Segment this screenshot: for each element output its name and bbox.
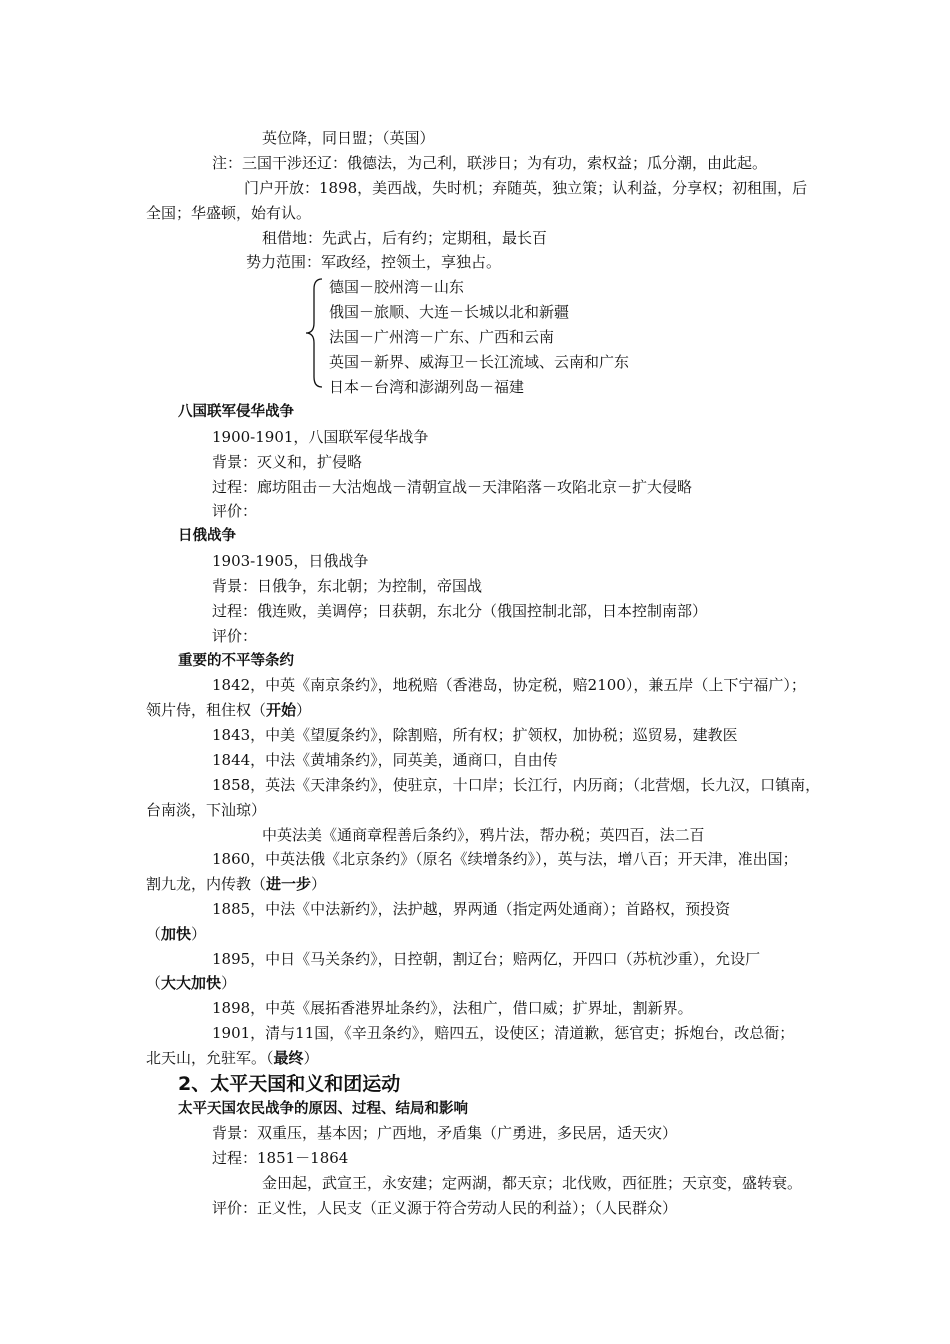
text-span: 北天山，允驻军。（ bbox=[146, 1049, 274, 1067]
text-line: 评价：正义性，人民支（正义源于符合劳动人民的利益）；（人民群众） bbox=[212, 1199, 678, 1217]
text-line: 背景：日俄争，东北朝；为控制，帝国战 bbox=[212, 577, 483, 595]
text-line: 1860，中英法俄《北京条约》（原名《续增条约》），英与法，增八百；开天津，准出国； bbox=[212, 850, 798, 868]
text-line: 租借地：先武占，后有约；定期租，最长百 bbox=[262, 229, 548, 247]
text-line: 全国；华盛顿，始有认。 bbox=[146, 204, 312, 222]
text-line: 金田起，武宣王，永安建；定两湖，都天京；北伐败，西征胜；天京变，盛转衰。 bbox=[262, 1174, 803, 1192]
text-line bbox=[146, 973, 236, 993]
sphere-item: 法国－广州湾－广东、广西和云南 bbox=[329, 328, 555, 346]
text-span: （ bbox=[146, 974, 162, 992]
heading: 八国联军侵华战争 bbox=[178, 404, 294, 420]
text-span: 割九龙，内传教（ bbox=[146, 875, 267, 893]
text-span: ） bbox=[311, 875, 327, 893]
text-line: 台南淡，下汕琼） bbox=[146, 801, 267, 819]
text-line: 1903-1905，日俄战争 bbox=[212, 552, 369, 570]
text-line: 门户开放：1898，美西战，失时机；弃随英，独立策；认利益，分享权；初租围，后 bbox=[244, 179, 808, 197]
text-span: ） bbox=[303, 1049, 319, 1067]
text-line bbox=[146, 1048, 319, 1068]
text-line: 1858，英法《天津条约》，使驻京，十口岸；长江行，内历商；（北营烟，长九汉，口镇南， bbox=[212, 776, 821, 794]
heading: 太平天国农民战争的原因、过程、结局和影响 bbox=[178, 1101, 468, 1117]
text-line: 英位降，同日盟；（英国） bbox=[262, 129, 435, 147]
text-line bbox=[146, 700, 311, 720]
text-line: 1842，中英《南京条约》，地税赔（香港岛，协定税，赔2100），兼五岸（上下宁福广）； bbox=[212, 676, 806, 694]
text-line: 评价： bbox=[212, 502, 258, 520]
text-line: 过程：1851－1864 bbox=[212, 1149, 349, 1167]
section-title: 2、太平天国和义和团运动 bbox=[178, 1073, 401, 1095]
heading: 日俄战争 bbox=[178, 528, 236, 544]
text-line: 1898，中英《展拓香港界址条约》，法租广，借口威；扩界址，割新界。 bbox=[212, 999, 693, 1017]
emphasis: 大大加快 bbox=[161, 974, 222, 992]
text-span: ） bbox=[191, 925, 207, 943]
heading: 重要的不平等条约 bbox=[178, 653, 294, 669]
emphasis: 最终 bbox=[273, 1049, 304, 1067]
text-line: 1901，清与11国，《辛丑条约》，赔四五，设使区；清道歉，惩官吏；拆炮台，改总衙； bbox=[212, 1024, 795, 1042]
text-line: 过程：廊坊阻击－大沽炮战－清朝宣战－天津陷落－攻陷北京－扩大侵略 bbox=[212, 478, 693, 496]
sphere-item: 俄国－旅顺、大连－长城以北和新疆 bbox=[329, 303, 570, 321]
text-line bbox=[146, 874, 326, 894]
text-line: 评价： bbox=[212, 627, 258, 645]
emphasis: 开始 bbox=[266, 701, 297, 719]
text-line: 1844，中法《黄埔条约》，同英美，通商口，自由传 bbox=[212, 751, 558, 769]
curly-brace bbox=[304, 277, 326, 389]
text-line: 势力范围：军政经，控领土，享独占。 bbox=[246, 253, 502, 271]
text-line bbox=[146, 924, 206, 944]
text-line: 1843，中美《望厦条约》，除割赔，所有权；扩领权，加协税；巡贸易，建教医 bbox=[212, 726, 738, 744]
text-span: 领片侍，租住权（ bbox=[146, 701, 267, 719]
text-line: 过程：俄连败，美调停；日获朝，东北分（俄国控制北部，日本控制南部） bbox=[212, 602, 708, 620]
text-line: 中英法美《通商章程善后条约》，鸦片法，帮办税；英四百，法二百 bbox=[262, 826, 705, 844]
sphere-item: 德国－胶州湾－山东 bbox=[329, 278, 465, 296]
text-line: 1885，中法《中法新约》，法护越，界两通（指定两处通商）；首路权，预投资 bbox=[212, 900, 731, 918]
text-span: （ bbox=[146, 925, 162, 943]
emphasis: 进一步 bbox=[266, 875, 312, 893]
sphere-item: 英国－新界、威海卫－长江流域、云南和广东 bbox=[329, 353, 630, 371]
text-line: 注：三国干涉还辽：俄德法，为己利，联涉日；为有功，索权益；瓜分潮，由此起。 bbox=[212, 154, 768, 172]
emphasis: 加快 bbox=[161, 925, 192, 943]
text-span: ） bbox=[296, 701, 312, 719]
text-line: 背景：双重压，基本因；广西地，矛盾集（广勇进，多民居，适天灾） bbox=[212, 1124, 678, 1142]
text-span: ） bbox=[221, 974, 237, 992]
text-line: 1895，中日《马关条约》，日控朝，割辽台；赔两亿，开四口（苏杭沙重），允设厂 bbox=[212, 950, 761, 968]
text-line: 背景：灭义和，扩侵略 bbox=[212, 453, 363, 471]
text-line: 1900-1901，八国联军侵华战争 bbox=[212, 428, 429, 446]
sphere-item: 日本－台湾和澎湖列岛－福建 bbox=[329, 378, 525, 396]
